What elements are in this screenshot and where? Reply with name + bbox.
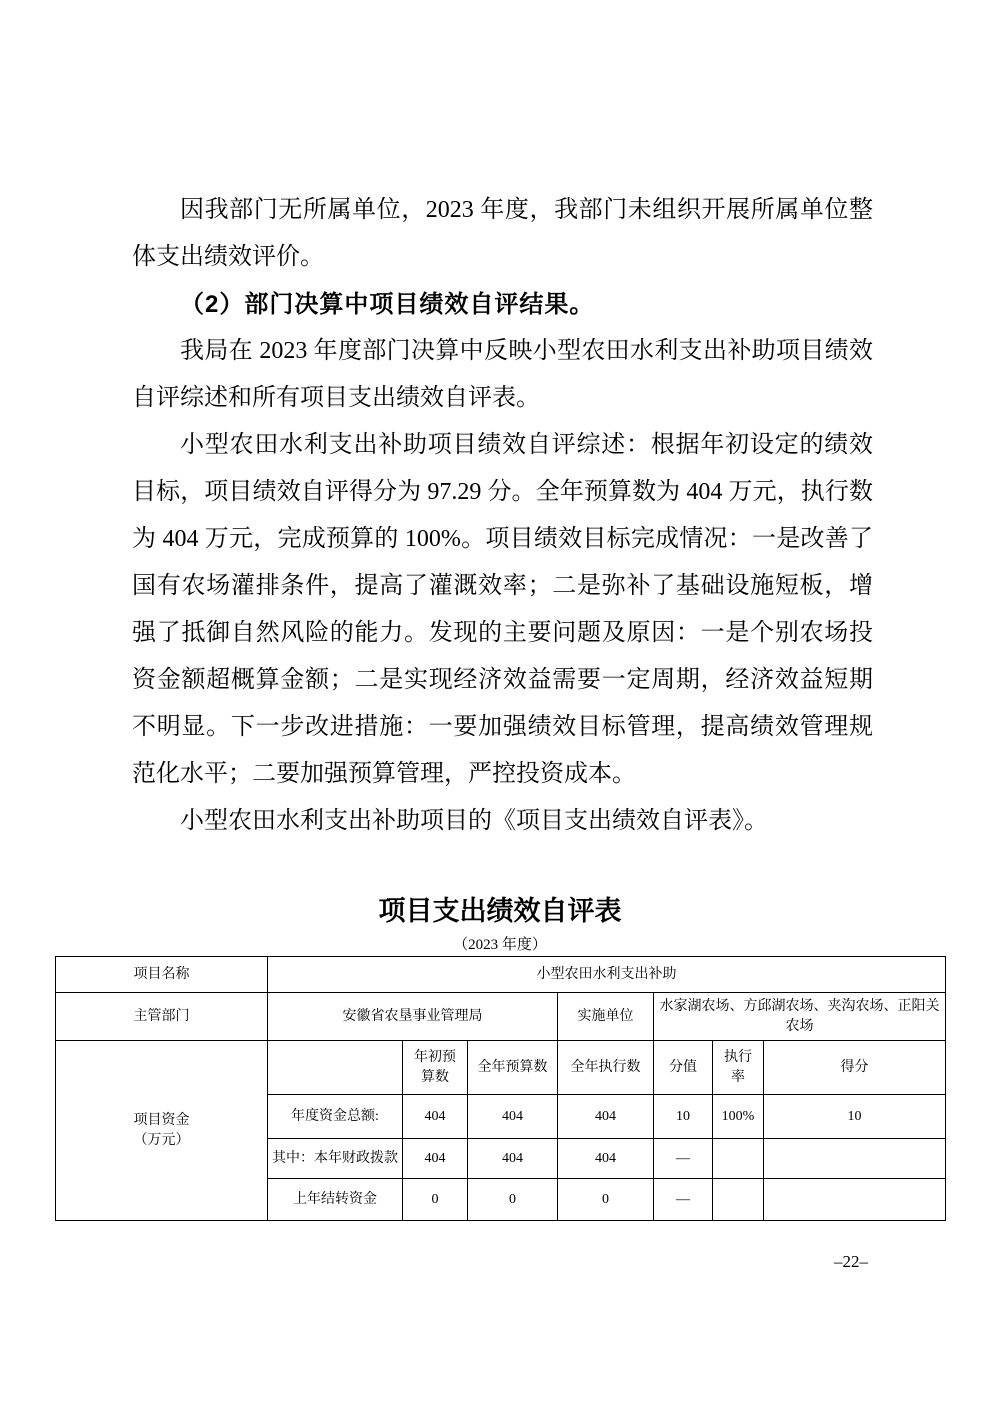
paragraph-no-subordinate-units: 因我部门无所属单位，2023 年度，我部门未组织开展所属单位整体支出绩效评价。	[132, 197, 873, 270]
cell-fiscal-annual-budget: 404	[468, 1139, 558, 1179]
cell-project-name-label: 项目名称	[56, 957, 268, 993]
header-execution-rate	[713, 1041, 764, 1095]
cell-carryover-initial-budget: 0	[403, 1179, 468, 1221]
cell-carryover-execution-rate	[713, 1179, 764, 1221]
paragraph-heading-self-eval-results: （2）部门决算中项目绩效自评结果。	[180, 291, 595, 318]
cell-total-annual-execution: 404	[558, 1095, 654, 1139]
cell-project-funds-section	[56, 1041, 268, 1221]
cell-total-execution-rate: 100%	[713, 1095, 764, 1139]
table-row-project-name	[56, 957, 946, 993]
table-subtitle: （2023 年度）	[453, 937, 547, 953]
body-text-block	[132, 187, 873, 845]
performance-self-eval-table	[55, 956, 946, 1221]
header-initial-budget-line2: 算数	[421, 1069, 449, 1085]
page-number: –22–	[834, 1252, 868, 1271]
cell-total-initial-budget: 404	[403, 1095, 468, 1139]
header-score	[764, 1041, 946, 1095]
cell-carryover-score	[764, 1179, 946, 1221]
header-score-line1: 得分	[840, 1059, 869, 1075]
cell-total-annual-budget: 404	[468, 1095, 558, 1139]
header-annual-execution	[558, 1041, 654, 1095]
cell-carryover-annual-budget: 0	[468, 1179, 558, 1221]
cell-fiscal-execution-rate	[713, 1139, 764, 1179]
cell-supervisor-dept-label: 主管部门	[56, 993, 268, 1041]
header-score-value	[654, 1041, 713, 1095]
table-row-departments	[56, 993, 946, 1041]
header-execution-rate-line2: 率	[731, 1069, 745, 1085]
cell-fiscal-appropriation-label: 其中：本年财政拨款	[268, 1139, 403, 1179]
cell-total-funds-label: 年度资金总额:	[268, 1095, 403, 1139]
cell-total-score: 10	[764, 1095, 946, 1139]
cell-carryover-annual-execution: 0	[558, 1179, 654, 1221]
cell-total-score-value: 10	[654, 1095, 713, 1139]
header-annual-budget	[468, 1041, 558, 1095]
cell-empty-spacer	[268, 1041, 403, 1095]
table-row-column-headers	[56, 1041, 946, 1095]
project-funds-line1: 项目资金	[133, 1112, 190, 1128]
cell-project-name-value: 小型农田水利支出补助	[268, 957, 946, 993]
table-title: 项目支出绩效自评表	[378, 896, 622, 926]
project-funds-line2: （万元）	[133, 1132, 190, 1148]
header-initial-budget-line1: 年初预	[414, 1049, 456, 1065]
cell-fiscal-annual-execution: 404	[558, 1139, 654, 1179]
header-annual-budget-line1: 全年预算数	[477, 1059, 548, 1075]
paragraph-self-eval-summary: 小型农田水利支出补助项目绩效自评综述：根据年初设定的绩效目标，项目绩效自评得分为 97.29 分。全年预算数为 404 万元，执行数为 404 万元，完成预算的 100%。项目绩效目标完成情况：一是改善了国有农场灌排条件，提高了灌溉效率；二是弥补了基础设施短板，增强了抵御自然风险的能力。发现的主要问题及原因：一是个别农场投资金额超概算金额；二是实现经济效益需要一定周期，经济效益短期不明显。下一步改进措施：一要加强绩效目标管理，提高绩效管理规范化水平；二要加强预算管理，严控投资成本。	[132, 432, 873, 787]
paragraph-table-intro: 小型农田水利支出补助项目的《项目支出绩效自评表》。	[180, 808, 768, 834]
cell-implementing-unit-label: 实施单位	[558, 993, 654, 1041]
header-initial-budget	[403, 1041, 468, 1095]
header-execution-rate-line1: 执行	[724, 1049, 752, 1065]
cell-carryover-score-value: —	[654, 1179, 713, 1221]
cell-fiscal-initial-budget: 404	[403, 1139, 468, 1179]
cell-fiscal-score	[764, 1139, 946, 1179]
cell-carryover-label: 上年结转资金	[268, 1179, 403, 1221]
header-annual-execution-line1: 全年执行数	[570, 1059, 641, 1075]
cell-implementing-unit-value: 水家湖农场、方邱湖农场、夹沟农场、正阳关农场	[654, 993, 946, 1041]
header-score-value-line1: 分值	[669, 1059, 697, 1075]
paragraph-final-accounts-reflect: 我局在 2023 年度部门决算中反映小型农田水利支出补助项目绩效自评综述和所有项目支出绩效自评表。	[132, 338, 873, 411]
cell-supervisor-dept-value: 安徽省农垦事业管理局	[268, 993, 558, 1041]
cell-fiscal-score-value: —	[654, 1139, 713, 1179]
